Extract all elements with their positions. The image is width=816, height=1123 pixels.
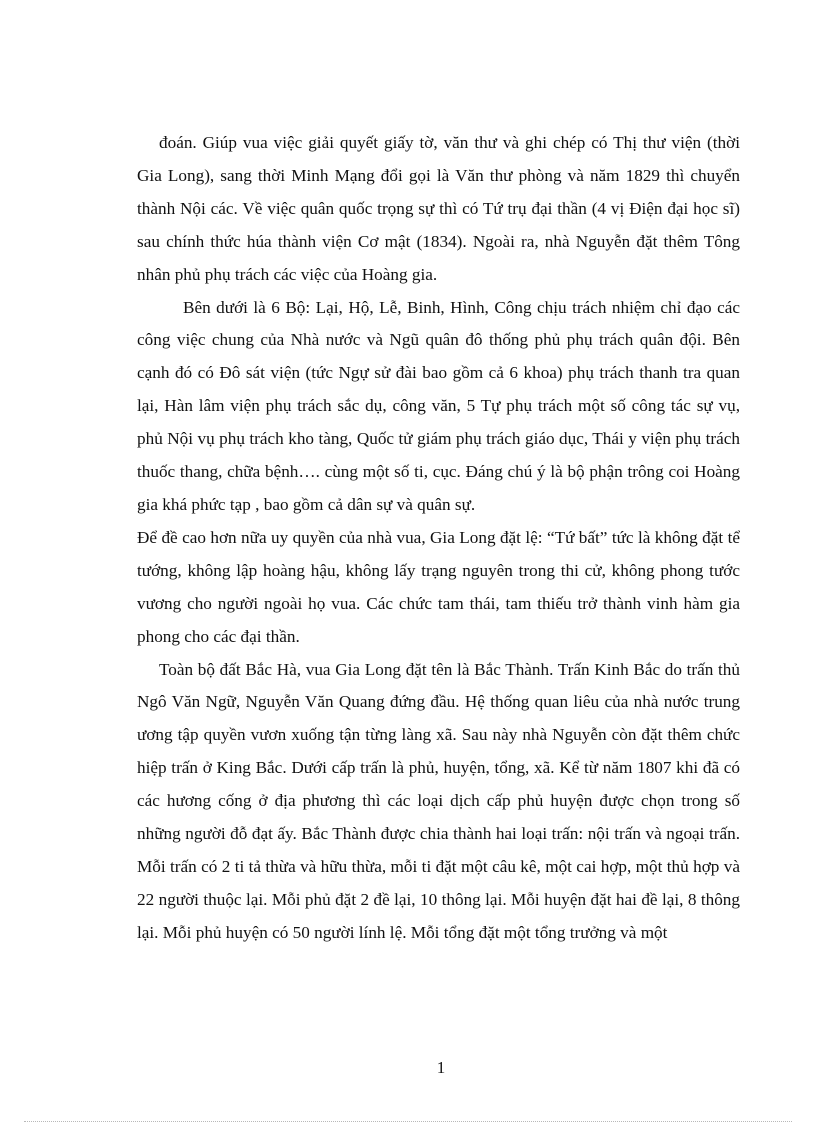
paragraph-4: Toàn bộ đất Bắc Hà, vua Gia Long đặt tên là Bắc Thành. Trấn Kinh Bắc do trấn thủ Ngô Văn Ngữ, Nguyễn Văn Quang đứng đầu. Hệ thống quan liêu của nhà nước trung ương tập quyền vươn xuống tận từng làng xã. Sau này nhà Nguyễn còn đặt thêm chức hiệp trấn ở King Bắc. Dưới cấp trấn là phủ, huyện, tổng, xã. Kể từ năm 1807 khi đã có các hương cống ở địa phương thì các loại dịch cấp phủ huyện được chọn trong số những người đỗ đạt ấy. Bắc Thành được chia thành hai loại trấn: nội trấn và ngoại trấn. Mỗi trấn có 2 ti tả thừa và hữu thừa, mỗi ti đặt một câu kê, một cai hợp, một thủ hợp và 22 người thuộc lại. Mỗi phủ đặt 2 đề lại, 10 thông lại. Mỗi huyện đặt hai đề lại, 8 thông lại. Mỗi phủ huyện có 50 người lính lệ. Mỗi tổng đặt một tổng trưởng và một	[137, 659, 740, 942]
document-body	[137, 127, 740, 950]
paragraph-2: Bên dưới là 6 Bộ: Lại, Hộ, Lễ, Binh, Hình, Công chịu trách nhiệm chỉ đạo các công việc chung của Nhà nước và Ngũ quân đô thống phủ phụ trách quân đội. Bên cạnh đó có Đô sát viện (tức Ngự sử đài bao gồm cả 6 khoa) phụ trách thanh tra quan lại, Hàn lâm viện phụ trách sắc dụ, công văn, 5 Tự phụ trách một số công tác sự vụ, phủ Nội vụ phụ trách kho tàng, Quốc tử giám phụ trách giáo dục, Thái y viện phụ trách thuốc thang, chữa bệnh…. cùng một số ti, cục. Đáng chú ý là bộ phận trông coi Hoàng gia khá phức tạp , bao gồm cả dân sự và quân sự.	[137, 297, 740, 514]
paragraph-1: đoán. Giúp vua việc giải quyết giấy tờ, văn thư và ghi chép có Thị thư viện (thời Gia Long), sang thời Minh Mạng đổi gọi là Văn thư phòng và năm 1829 thì chuyển thành Nội các. Về việc quân quốc trọng sự thì có Tứ trụ đại thần (4 vị Điện đại học sĩ) sau chính thức húa thành viện Cơ mật (1834). Ngoài ra, nhà Nguyễn đặt thêm Tông nhân phủ phụ trách các việc của Hoàng gia.	[137, 133, 740, 284]
footer-divider	[24, 1121, 792, 1122]
paragraph-3: Để đề cao hơn nữa uy quyền của nhà vua, Gia Long đặt lệ: “Tứ bất” tức là không đặt tể tướng, không lập hoàng hậu, không lấy trạng nguyên trong thi cử, không phong tước vương cho người ngoài họ vua. Các chức tam thái, tam thiếu trở thành vinh hàm gia phong cho các đại thần.	[137, 527, 740, 646]
page-number: 1	[436, 1058, 446, 1077]
